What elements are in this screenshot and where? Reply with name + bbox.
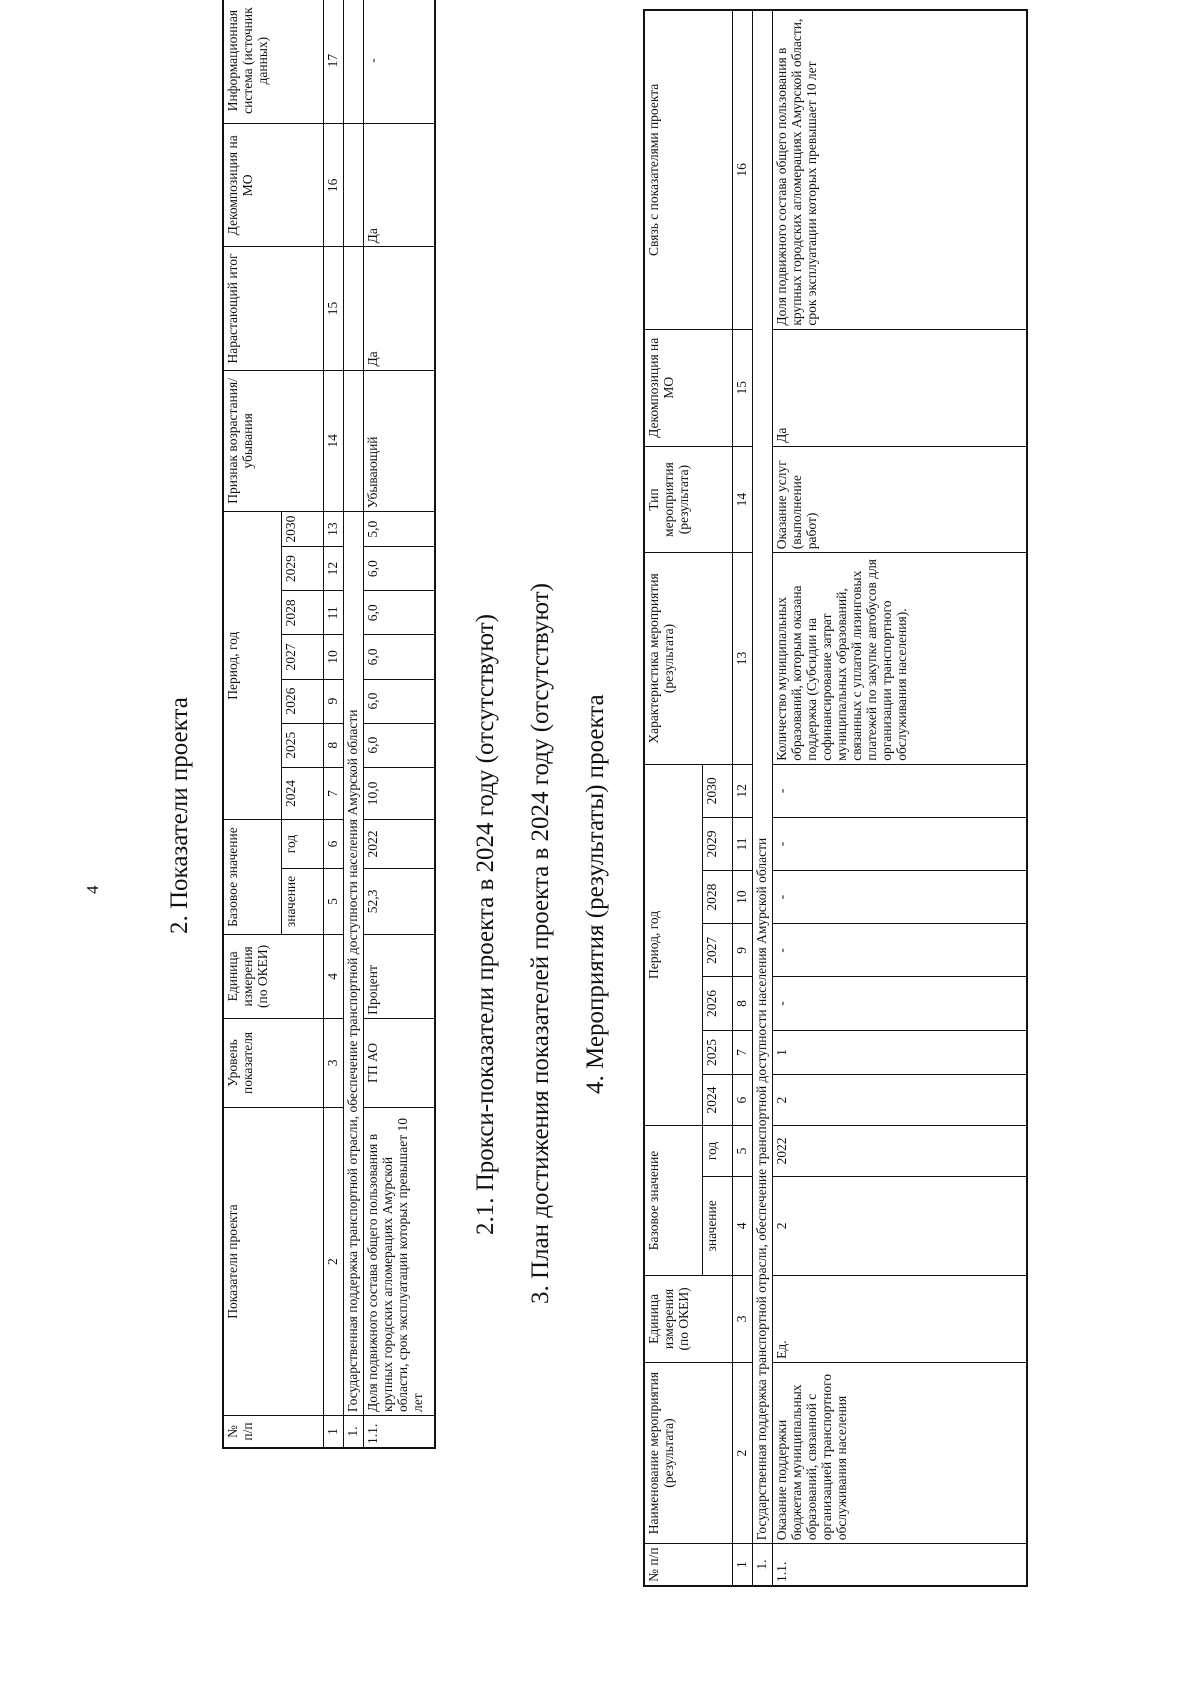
t1-section-num: 1. — [343, 1415, 363, 1448]
t1-colnum: 10 — [323, 635, 343, 679]
t2-header-base-value: значение — [702, 1176, 732, 1275]
t2-colnum: 2 — [732, 1362, 752, 1543]
t1-colnum: 2 — [323, 1108, 343, 1416]
t1-row-name: Доля подвижного состава общего пользования в крупных городских агломерациях Амурской области, срок эксплуатации которых превышает 10 лет — [363, 1108, 435, 1416]
t1-row-value: 5,0 — [363, 512, 435, 547]
t1-year: 2024 — [281, 767, 323, 819]
t1-row-base-year: 2022 — [363, 820, 435, 869]
indicators-table — [222, 0, 436, 1449]
t1-header-level: Уровень показателя — [223, 1018, 323, 1107]
t2-row-value: - — [772, 871, 1027, 924]
t2-header-period: Период, год — [644, 764, 702, 1125]
t2-row-num: 1.1. — [772, 1544, 1027, 1586]
t2-header-base-year: год — [702, 1126, 732, 1177]
t2-colnum: 15 — [732, 329, 752, 446]
t2-colnum: 1 — [732, 1544, 752, 1586]
t1-colnum: 8 — [323, 723, 343, 767]
t1-row-value: 6,0 — [363, 723, 435, 767]
t2-year: 2025 — [702, 1030, 732, 1075]
t1-colnum: 11 — [323, 591, 343, 635]
t1-row-cumulative: Да — [363, 247, 435, 370]
t1-year: 2027 — [281, 635, 323, 679]
t2-row-base-value: 2 — [772, 1176, 1027, 1275]
t1-colnum: 9 — [323, 679, 343, 723]
t2-section-title: Государственная поддержка транспортной отрасли, обеспечение транспортной доступности населения Амурской области — [752, 10, 772, 1544]
t1-colnum: 3 — [323, 1018, 343, 1107]
t2-colnum: 8 — [732, 977, 752, 1030]
t1-colnum: 6 — [323, 820, 343, 869]
t1-row-value: 6,0 — [363, 591, 435, 635]
t2-colnum: 13 — [732, 553, 752, 765]
t1-colnum: 7 — [323, 767, 343, 819]
t2-year: 2030 — [702, 764, 732, 817]
t1-header-period: Период, год — [223, 512, 281, 820]
t2-row-value: - — [772, 924, 1027, 977]
page-number: 4 — [83, 885, 102, 894]
heading-measures: 4. Мероприятия (результаты) проекта — [582, 694, 609, 1094]
t1-header-cumulative: Нарастающий итог — [223, 247, 323, 370]
t2-header-link: Связь с показателями проекта — [644, 10, 732, 329]
t1-year: 2026 — [281, 679, 323, 723]
t2-header-unit: Единица измерения (по ОКЕИ) — [644, 1275, 732, 1362]
t1-colnum: 15 — [323, 247, 343, 370]
t2-colnum: 14 — [732, 446, 752, 552]
t1-row-sign: Убывающий — [363, 370, 435, 512]
t1-row-unit: Процент — [363, 935, 435, 1019]
t1-header-name: Показатели проекта — [223, 1108, 323, 1416]
t2-row-link: Доля подвижного состава общего пользования в крупных городских агломерациях Амурской области, срок эксплуатации которых превышает 10 лет — [772, 10, 1027, 329]
t1-colnum: 13 — [323, 512, 343, 547]
t2-colnum: 9 — [732, 924, 752, 977]
t2-row-value: - — [772, 977, 1027, 1030]
t1-row-level: ГП АО — [363, 1018, 435, 1107]
t2-colnum: 11 — [732, 817, 752, 870]
t2-colnum: 10 — [732, 871, 752, 924]
t2-colnum: 12 — [732, 764, 752, 817]
t2-header-name: Наименование мероприятия (результата) — [644, 1362, 732, 1543]
measures-table — [643, 9, 1028, 1587]
t1-row-num: 1.1. — [363, 1415, 435, 1448]
t2-row-value: 2 — [772, 1075, 1027, 1126]
t2-colnum: 7 — [732, 1030, 752, 1075]
t2-row-value: 1 — [772, 1030, 1027, 1075]
t1-row-value: 6,0 — [363, 679, 435, 723]
t1-header-base-value: значение — [281, 868, 323, 934]
t1-header-unit: Единица измерения (по ОКЕИ) — [223, 935, 323, 1019]
heading-achievement-plan: 3. План достижения показателей проекта в 2024 году (отсутствуют) — [527, 583, 554, 1304]
t2-colnum: 3 — [732, 1275, 752, 1362]
t1-colnum: 14 — [323, 370, 343, 512]
t1-colnum: 12 — [323, 547, 343, 591]
t2-row-character: Количество муниципальных образований, которым оказана поддержка (Субсидии на софинансирование затрат муниципальных образований, связанных с уплатой лизинговых платежей по закупке автобусов для организации транспортного обслуживания населения). — [772, 553, 1027, 765]
t2-year: 2024 — [702, 1075, 732, 1126]
t2-header-decomp: Декомпозиция на МО — [644, 329, 732, 446]
t2-row-type: Оказание услуг (выполнение работ) — [772, 446, 1027, 552]
t1-header-base-year: год — [281, 820, 323, 869]
t2-row-value: - — [772, 817, 1027, 870]
t1-colnum: 1 — [323, 1415, 343, 1448]
t2-row-value: - — [772, 764, 1027, 817]
t2-row-unit: Ед. — [772, 1275, 1027, 1362]
t2-colnum: 6 — [732, 1075, 752, 1126]
t1-row-infosys: - — [363, 0, 435, 124]
t1-row-base-value: 52,3 — [363, 868, 435, 934]
t2-row-name: Оказание поддержки бюджетам муниципальных образований, связанной с организацией транспортного обслуживания населения — [772, 1362, 1027, 1543]
t1-colnum: 16 — [323, 124, 343, 247]
t1-header-base: Базовое значение — [223, 820, 281, 935]
t2-colnum: 16 — [732, 10, 752, 329]
t1-row-value: 10,0 — [363, 767, 435, 819]
t2-section-num: 1. — [752, 1544, 772, 1586]
t1-header-sign: Признак возрастания/ убывания — [223, 370, 323, 512]
t2-row-decomp: Да — [772, 329, 1027, 446]
t2-header-type: Тип мероприятия (результата) — [644, 446, 732, 552]
t2-year: 2029 — [702, 817, 732, 870]
t1-row-decomp: Да — [363, 124, 435, 247]
t1-row-value: 6,0 — [363, 547, 435, 591]
t2-year: 2028 — [702, 871, 732, 924]
t1-row-value: 6,0 — [363, 635, 435, 679]
t2-colnum: 5 — [732, 1126, 752, 1177]
t1-header-decomp: Декомпозиция на МО — [223, 124, 323, 247]
t1-colnum: 17 — [323, 0, 343, 124]
t1-year: 2025 — [281, 723, 323, 767]
t2-header-num: № п/п — [644, 1544, 732, 1586]
t2-header-base: Базовое значение — [644, 1126, 702, 1276]
t2-header-character: Характеристика мероприятия (результата) — [644, 553, 732, 765]
t2-year: 2026 — [702, 977, 732, 1030]
heading-proxy-indicators: 2.1. Прокси-показатели проекта в 2024 году (отсутствуют) — [472, 614, 499, 1235]
t2-year: 2027 — [702, 924, 732, 977]
t1-year: 2030 — [281, 512, 323, 547]
t1-colnum: 5 — [323, 868, 343, 934]
t1-year: 2028 — [281, 591, 323, 635]
t1-colnum: 4 — [323, 935, 343, 1019]
t1-header-infosys: Информационная система (источник данных) — [223, 0, 323, 124]
t1-header-num: № п/п — [223, 1415, 323, 1448]
t1-section-title: Государственная поддержка транспортной отрасли, обеспечение транспортной доступности населения Амурской области — [343, 512, 363, 1416]
t2-colnum: 4 — [732, 1176, 752, 1275]
heading-project-indicators: 2. Показатели проекта — [166, 697, 193, 934]
t2-row-base-year: 2022 — [772, 1126, 1027, 1177]
t1-year: 2029 — [281, 547, 323, 591]
